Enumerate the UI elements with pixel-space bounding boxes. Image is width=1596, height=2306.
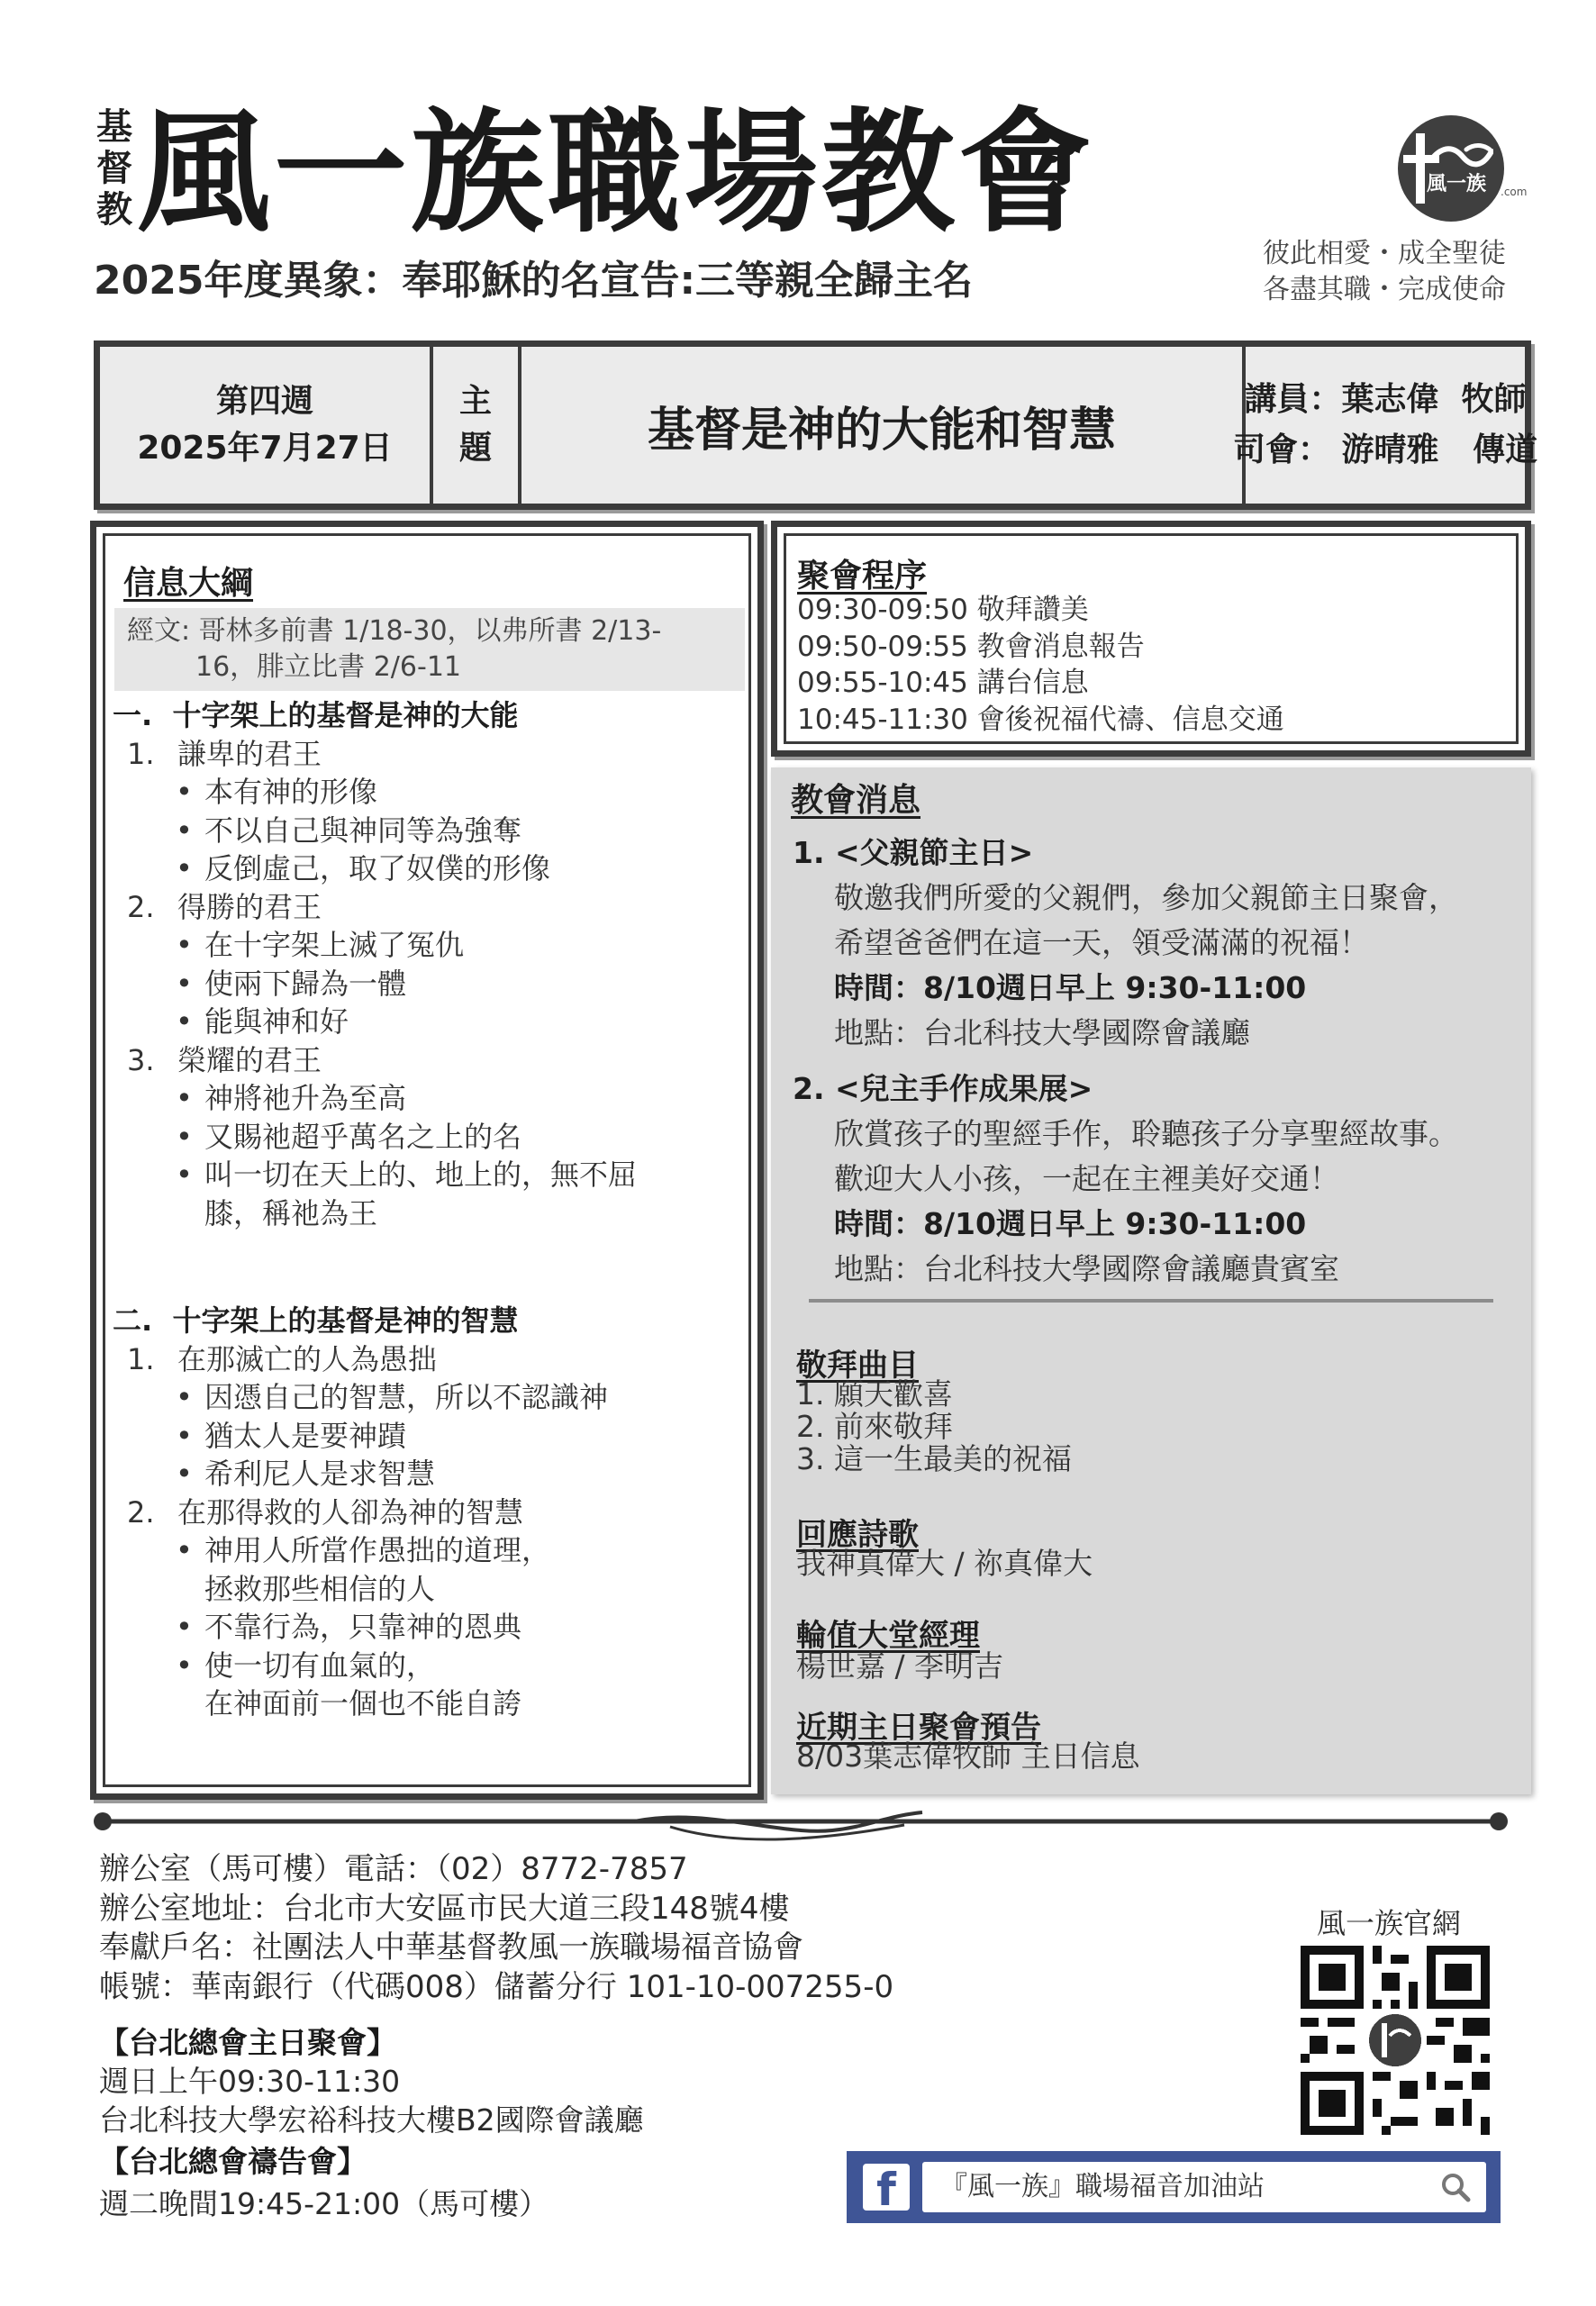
- sunday-service-info: 【台北總會主日聚會】 週日上午09:30-11:30 台北科技大學宏裕科技大樓B2國際會議廳: [99, 2025, 644, 2138]
- news-item-fathers-day: 1. <父親節主日> 敬邀我們所愛的父親們，參加父親節主日聚會， 希望爸爸們在這一天，領受滿滿的祝福！ 時間：8/10週日早上 9:30-11:00 地點：台北科技大學國際會議廳: [793, 835, 1458, 1050]
- outline-bullet: • 猶太人是要神蹟: [113, 1417, 743, 1456]
- logo-text: 風一族: [1427, 173, 1487, 195]
- program-item: 09:30-09:50 敬拜讚美: [797, 594, 1089, 626]
- news-separator: [809, 1299, 1493, 1303]
- news-title: 教會消息: [791, 782, 921, 819]
- outline-heading: 一. 十字架上的基督是神的大能: [113, 698, 519, 732]
- logo-cross-icon: [1416, 133, 1425, 204]
- church-logo: [1398, 115, 1504, 222]
- duty-managers-title: 輪值大堂經理: [796, 1618, 980, 1654]
- week-date-cell: [100, 347, 430, 504]
- prayer-meeting-info: 【台北總會禱告會】 週二晚間19:45-21:00（馬可樓）: [99, 2144, 549, 2221]
- wind-wave-icon: [1430, 142, 1493, 169]
- worship-songs-title: 敬拜曲目: [796, 1348, 919, 1384]
- search-icon[interactable]: [1439, 2171, 1472, 2203]
- response-song-title: 回應詩歌: [796, 1517, 919, 1553]
- outline-bullet-continued: 膝，稱祂為王: [204, 1195, 378, 1230]
- news-item-kids-craft: 2. <兒主手作成果展> 欣賞孩子的聖經手作，聆聽孩子分享聖經故事。 歡迎大人小孩，一起在主裡美好交通！ 時間：8/10週日早上 9:30-11:00 地點：台北科技大學國際會議廳貴賓室: [793, 1071, 1458, 1286]
- upcoming-title: 近期主日聚會預告: [796, 1710, 1041, 1746]
- program-panel: [771, 521, 1531, 757]
- outline-bullet: • 反倒虛己，取了奴僕的形像: [113, 849, 743, 888]
- sermon-topic: 基督是神的大能和智慧: [647, 403, 1116, 458]
- facebook-page-name: 『風一族』職場福音加油站: [940, 2171, 1265, 2202]
- outline-point: 1. 在那滅亡的人為愚拙: [127, 1341, 438, 1376]
- outline-bullet: • 在十字架上滅了冤仇: [113, 926, 743, 965]
- response-song: 我神真偉大 / 祢真偉大: [796, 1546, 1093, 1581]
- church-kicker: 基 督 教: [96, 106, 132, 231]
- outline-heading: 二. 十字架上的基督是神的智慧: [113, 1303, 519, 1338]
- outline-title: 信息大綱: [123, 565, 254, 602]
- service-info-bar: [94, 340, 1538, 510]
- outline-bullet-continued: 在神面前一個也不能自誇: [204, 1686, 522, 1720]
- facebook-page-field[interactable]: [922, 2162, 1486, 2212]
- outline-bullet: • 又賜祂超乎萬名之上的名: [113, 1118, 743, 1157]
- outline-point: 1. 謙卑的君王: [127, 736, 322, 771]
- outline-bullet: • 本有神的形像: [113, 773, 743, 812]
- annual-vision: 2025年度異象：奉耶穌的名宣告:三等親全歸主名: [94, 258, 974, 304]
- outline-bullet: • 神用人所當作愚拙的道理，: [113, 1531, 743, 1570]
- facebook-page-bar[interactable]: [847, 2151, 1501, 2223]
- outline-bullet: • 神將祂升為至高: [113, 1079, 743, 1118]
- decorative-divider: [94, 1809, 1510, 1848]
- scripture-reference: 經文: 哥林多前書 1/18-30，以弗所書 2/13- 16，腓立比書 2/6-11: [114, 608, 745, 691]
- message-outline-panel: [90, 521, 764, 1800]
- program-list: [797, 592, 1284, 738]
- program-title: 聚會程序: [797, 558, 928, 595]
- service-date: 2025年7月27日: [137, 430, 393, 467]
- church-name: 風一族職場教會: [137, 95, 1095, 250]
- upcoming-item: 8/03葉志偉牧師 主日信息: [796, 1739, 1140, 1774]
- outline-bullet: • 使兩下歸為一體: [113, 965, 743, 1003]
- office-contact: 辦公室（馬可樓）電話：（02）8772-7857 辦公室地址：台北市大安區市民大道三段148號4樓 奉獻戶名：社團法人中華基督教風一族職場福音協會 帳號：華南銀行（代碼008）儲蓄分行 101-10-007255-0: [99, 1851, 894, 2005]
- speaker: 講員：葉志偉 牧師: [1244, 381, 1527, 418]
- host: 司會： 游晴雅 傳道: [1232, 431, 1538, 468]
- program-item: 09:50-09:55 教會消息報告: [797, 630, 1145, 663]
- outline-bullet: • 因憑自己的智慧，所以不認識神: [113, 1378, 743, 1417]
- outline-section-2: [113, 1302, 743, 1723]
- website-qr-code[interactable]: [1301, 1946, 1490, 2135]
- worship-songs-list: 1. 願天歡喜 2. 前來敬拜 3. 這一生最美的祝福: [796, 1376, 1072, 1476]
- website-label: 風一族官網: [1317, 1906, 1462, 1940]
- outline-section-1: [113, 696, 743, 1232]
- outline-bullet: • 不以自己與神同等為強奪: [113, 812, 743, 850]
- facebook-icon: f: [863, 2164, 910, 2211]
- church-motto: 彼此相愛・成全聖徒 各盡其職・完成使命: [1263, 238, 1506, 305]
- outline-point: 2. 在那得救的人卻為神的智慧: [127, 1494, 524, 1530]
- week-label: 第四週: [215, 383, 313, 420]
- logo-domain: .com: [1501, 186, 1528, 198]
- outline-point: 2. 得勝的君王: [127, 889, 322, 924]
- outline-bullet: • 不靠行為，只靠神的恩典: [113, 1608, 743, 1647]
- topic-label: 主 題: [458, 383, 492, 467]
- program-item: 09:55-10:45 講台信息: [797, 667, 1089, 699]
- outline-bullet: • 能與神和好: [113, 1003, 743, 1041]
- outline-bullet: • 叫一切在天上的、地上的，無不屈: [113, 1156, 743, 1194]
- outline-bullet: • 使一切有血氣的，: [113, 1647, 743, 1685]
- speakers-cell: [1232, 347, 1538, 504]
- outline-bullet-continued: 拯救那些相信的人: [204, 1571, 436, 1606]
- church-news-panel: [771, 767, 1531, 1794]
- outline-bullet: • 希利尼人是求智慧: [113, 1455, 743, 1493]
- outline-point: 3. 榮耀的君王: [127, 1042, 322, 1077]
- duty-managers: 楊世嘉 / 李明吉: [796, 1648, 1004, 1684]
- program-item: 10:45-11:30 會後祝福代禱、信息交通: [797, 703, 1284, 736]
